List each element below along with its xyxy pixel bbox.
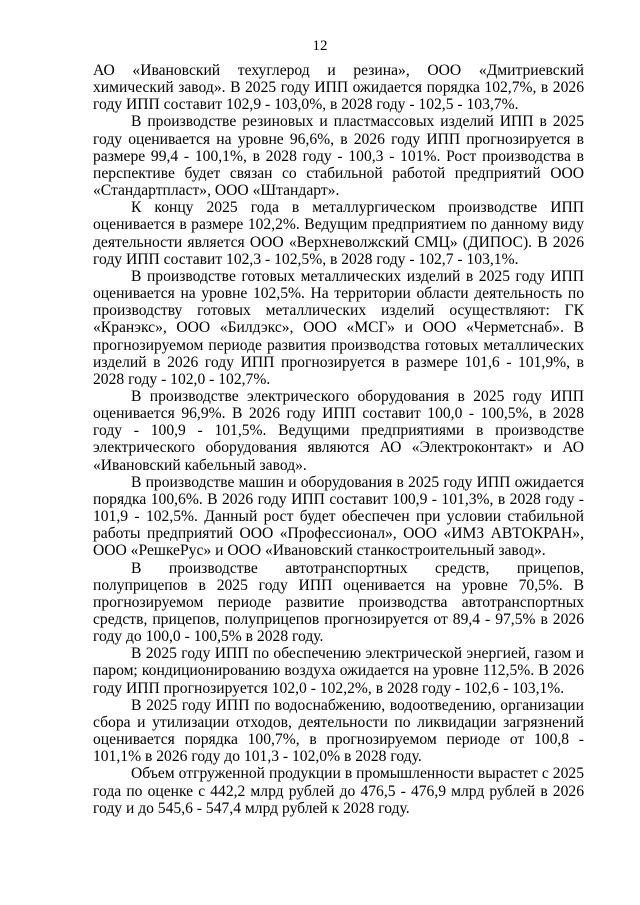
paragraph-shipped-output: Объем отгруженной продукции в промышленности вырастет с 2025 года по оценке с 442,2 млрд рублей до 476,5 - 476,9 млрд рублей в 2026 году и до 545,6 - 547,4 млрд рублей к 2028 году. bbox=[93, 765, 584, 817]
paragraph-energy-supply: В 2025 году ИПП по обеспечению электрической энергией, газом и паром; кондиционированию воздуха ожидается на уровне 112,5%. В 2026 году ИПП прогнозируется 102,0 - 102,2%, в 2028 году - 102,6 - 103,1%. bbox=[93, 645, 584, 697]
paragraph-water-supply: В 2025 году ИПП по водоснабжению, водоотведению, организации сбора и утилизации отходов, деятельности по ликвидации загрязнений оценивается порядка 100,7%, в прогнозируемом периоде от 100,8 - 101,1% в 2026 году до 101,3 - 102,0% в 2028 году. bbox=[93, 696, 584, 766]
page-number: 12 bbox=[312, 38, 328, 54]
paragraph-metal-products: В производстве готовых металлических изделий в 2025 году ИПП оценивается на уровне 102,5%. На территории области деятельность по производству готовых металлических изделий осуществляют: ГК «Кранэкс», ООО «Билдэкс», ООО «МСГ» и ООО «Черметснаб». В прогнозируемом периоде развития производства готовых металлических изделий в 2026 году ИПП прогнозируется в размере 101,6 - 101,9%, в 2028 году - 102,0 - 102,7%. bbox=[93, 267, 584, 388]
paragraph-motor-vehicles: В производстве автотранспортных средств, прицепов, полуприцепов в 2025 году ИПП оценивается на уровне 70,5%. В прогнозируемом периоде развитие производства автотранспортных средств, прицепов, полуприцепов прогнозируется от 89,4 - 97,5% в 2026 году до 100,0 - 100,5% в 2028 году. bbox=[93, 559, 584, 646]
document-body bbox=[93, 62, 584, 817]
paragraph-rubber-plastics: В производстве резиновых и пластмассовых изделий ИПП в 2025 году оценивается на уровне 96,6%, в 2026 году ИПП прогнозируется в размере 99,4 - 100,1%, в 2028 году - 100,3 - 101%. Рост производства в перспективе будет связан со стабильной работой предприятий ООО «Стандартпласт», ООО «Штандарт». bbox=[93, 113, 584, 200]
paragraph-metallurgy: К концу 2025 года в металлургическом производстве ИПП оценивается в размере 102,2%. Ведущим предприятием по данному виду деятельности является ООО «Верхневолжский СМЦ» (ДИПОС). В 2026 году ИПП составит 102,3 - 102,5%, в 2028 году - 102,7 - 103,1%. bbox=[93, 199, 584, 268]
paragraph-chemical-production: АО «Ивановский техуглерод и резина», ООО «Дмитриевский химический завод». В 2025 году ИПП ожидается порядка 102,7%, в 2026 году ИПП составит 102,9 - 103,0%, в 2028 году - 102,5 - 103,7%. bbox=[93, 62, 584, 114]
paragraph-electrical-equipment: В производстве электрического оборудования в 2025 году ИПП оценивается 96,9%. В 2026 году ИПП составит 100,0 - 100,5%, в 2028 году - 100,9 - 101,5%. Ведущими предприятиями в производстве электрического оборудования являются АО «Электроконтакт» и АО «Ивановский кабельный завод». bbox=[93, 387, 584, 474]
paragraph-machinery: В производстве машин и оборудования в 2025 году ИПП ожидается порядка 100,6%. В 2026 году ИПП составит 100,9 - 101,3%, в 2028 году - 101,9 - 102,5%. Данный рост будет обеспечен при условии стабильной работы предприятий ООО «Профессионал», ООО «ИМЗ АВТОКРАН», ООО «РешкеРус» и ООО «Ивановский станкостроительный завод». bbox=[93, 473, 584, 560]
